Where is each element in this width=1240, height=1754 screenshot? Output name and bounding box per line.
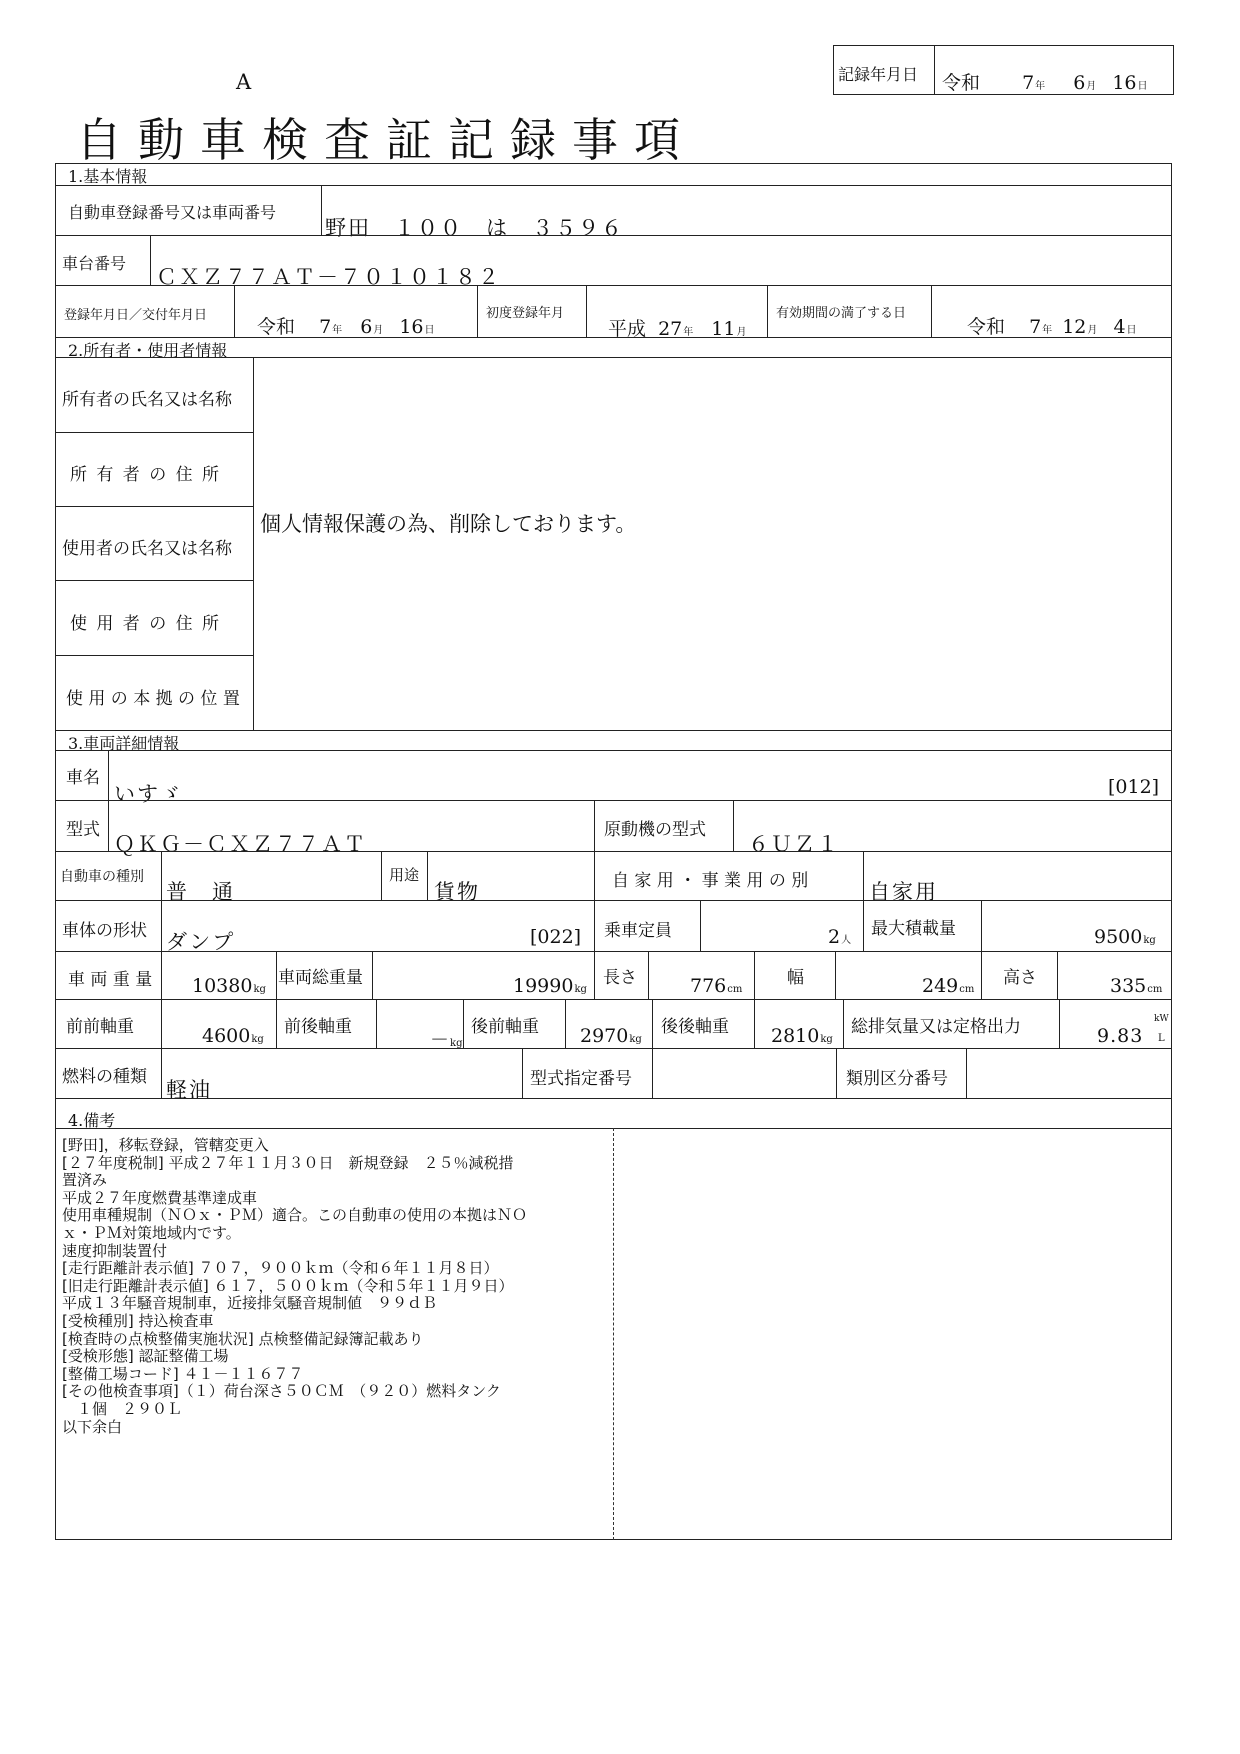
length-value: 776cm: [690, 975, 743, 997]
owner-name-label: 所有者の氏名又は名称: [62, 390, 232, 410]
car-name-value: いすゞ: [114, 782, 183, 806]
car-name-label: 車名: [66, 768, 100, 788]
remarks-line: ｘ・ＰＭ対策地域内です。: [62, 1223, 241, 1242]
owner-address-label: 所 有 者 の 住 所: [70, 465, 222, 485]
length-label: 長さ: [603, 968, 637, 988]
remarks-line: [検査時の点検整備実施状況] 点検整備記録簿記載あり: [62, 1329, 424, 1348]
user-address-label: 使 用 者 の 住 所: [70, 614, 222, 634]
base-location-label: 使 用 の 本 拠 の 位 置: [66, 689, 240, 709]
front-front-axle-label: 前前軸重: [66, 1017, 134, 1037]
chassis-number: ＣＸＺ７７ＡＴ－７０１０１８２: [156, 265, 501, 289]
front-front-axle-value: 4600kg: [202, 1025, 264, 1047]
reg-date-value: 令和 7年 6月 16日: [257, 316, 435, 338]
first-reg-value: 平成 27年 11月: [608, 318, 747, 340]
expiry-label: 有効期間の満了する日: [776, 306, 907, 321]
capacity-value: 2人: [828, 926, 852, 948]
record-date-value: 令和 7年 6月 16日: [942, 72, 1148, 94]
vehicle-type-value: 普 通: [166, 880, 235, 904]
class-number-label: 類別区分番号: [846, 1069, 948, 1089]
vehicle-weight-label: 車 両 重 量: [68, 970, 153, 990]
width-value: 249cm: [922, 975, 975, 997]
fuel-type-label: 燃料の種類: [62, 1067, 147, 1087]
remarks-line: [受検形態] 認証整備工場: [62, 1347, 229, 1366]
rear-rear-axle-value: 2810kg: [771, 1025, 833, 1047]
remarks-line: [走行距離計表示値] ７０７，９００ｋｍ（令和６年１１月８日）: [62, 1259, 499, 1278]
body-shape-code: [022]: [530, 926, 582, 948]
rear-front-axle-label: 後前軸重: [471, 1017, 539, 1037]
remarks-line: 速度抑制装置付: [62, 1241, 168, 1260]
engine-value: ６ＵＺ１: [748, 832, 840, 856]
capacity-label: 乗車定員: [604, 921, 672, 941]
reg-number-value: 野田 １００ は ３５９６: [325, 216, 624, 240]
reg-number-label: 自動車登録番号又は車両番号: [68, 203, 277, 222]
section2-heading: 2.所有者・使用者情報: [68, 341, 228, 360]
height-label: 高さ: [1003, 968, 1037, 988]
remarks-line: １個 ２９０Ｌ: [62, 1399, 183, 1418]
private-business-value: 自家用: [869, 880, 938, 904]
record-date-label: 記録年月日: [838, 65, 919, 84]
max-load-value: 9500kg: [1094, 926, 1156, 948]
vehicle-type-label: 自動車の種別: [60, 869, 144, 885]
redacted-notice: 個人情報保護の為、削除しております。: [260, 512, 637, 536]
vehicle-weight-value: 10380kg: [192, 975, 266, 997]
remarks-line: [旧走行距離計表示値] ６１７，５００ｋｍ（令和５年１１月９日）: [62, 1276, 514, 1295]
car-name-code: [012]: [1108, 776, 1160, 798]
remarks-line: [受検種別] 持込検査車: [62, 1311, 214, 1330]
displacement-label: 総排気量又は定格出力: [851, 1017, 1021, 1037]
use-label: 用途: [389, 866, 420, 884]
displacement-unit-l: L: [1158, 1033, 1165, 1044]
section4-heading: 4.備考: [68, 1111, 116, 1130]
remarks-text: [62, 1137, 527, 1436]
displacement-unit-kw: kW: [1154, 1014, 1169, 1024]
height-value: 335cm: [1110, 975, 1163, 997]
remarks-line: [２７年度税制] 平成２７年１１月３０日 新規登録 ２５％減税措: [62, 1153, 514, 1172]
gross-weight-label: 車両総重量: [278, 968, 363, 988]
model-label: 型式: [66, 820, 100, 840]
section1-heading: 1.基本情報: [68, 167, 148, 186]
engine-label: 原動機の型式: [604, 820, 706, 840]
user-name-label: 使用者の氏名又は名称: [62, 539, 232, 559]
max-load-label: 最大積載量: [871, 919, 956, 939]
remarks-line: 以下余白: [62, 1417, 123, 1436]
reg-date-label: 登録年月日／交付年月日: [64, 308, 208, 323]
remarks-line: 使用車種規制（ＮＯｘ・ＰＭ）適合。この自動車の使用の本拠はＮＯ: [62, 1206, 528, 1225]
front-rear-axle-value: －kg: [430, 1029, 463, 1051]
gross-weight-value: 19990kg: [513, 975, 587, 997]
front-rear-axle-label: 前後軸重: [284, 1017, 352, 1037]
remarks-line: 平成２７年度燃費基準達成車: [62, 1188, 258, 1207]
displacement-value: 9.83: [1097, 1025, 1144, 1047]
body-shape-label: 車体の形状: [62, 921, 147, 941]
private-business-label: 自 家 用 ・ 事 業 用 の 別: [612, 871, 809, 891]
version-mark: A: [236, 70, 252, 94]
chassis-label: 車台番号: [62, 254, 127, 273]
remarks-line: [整備工場コード] ４１－１１６７７: [62, 1364, 304, 1383]
use-value: 貨物: [434, 880, 480, 904]
remarks-line: 平成１３年騒音規制車，近接排気騒音規制値 ９９ｄＢ: [62, 1294, 438, 1313]
rear-front-axle-value: 2970kg: [580, 1025, 642, 1047]
remarks-line: 置済み: [62, 1171, 108, 1190]
remarks-divider: [613, 1128, 614, 1540]
fuel-type-value: 軽油: [166, 1078, 212, 1102]
width-label: 幅: [787, 968, 804, 988]
type-designation-label: 型式指定番号: [530, 1069, 632, 1089]
expiry-value: 令和 7年 12月 4日: [967, 316, 1137, 338]
first-reg-label: 初度登録年月: [486, 306, 565, 321]
rear-rear-axle-label: 後後軸重: [661, 1017, 729, 1037]
remarks-line: [野田]，移転登録，管轄変更入: [62, 1136, 269, 1154]
page-title: 自動車検査証記録事項: [76, 113, 696, 167]
body-shape-value: ダンプ: [166, 930, 236, 954]
section3-heading: 3.車両詳細情報: [68, 734, 180, 753]
model-value: ＱＫＧ－ＣＸＺ７７ＡＴ: [114, 832, 367, 856]
remarks-line: [その他検査事項]（１）荷台深さ５０ＣＭ （９２０）燃料タンク: [62, 1382, 501, 1401]
